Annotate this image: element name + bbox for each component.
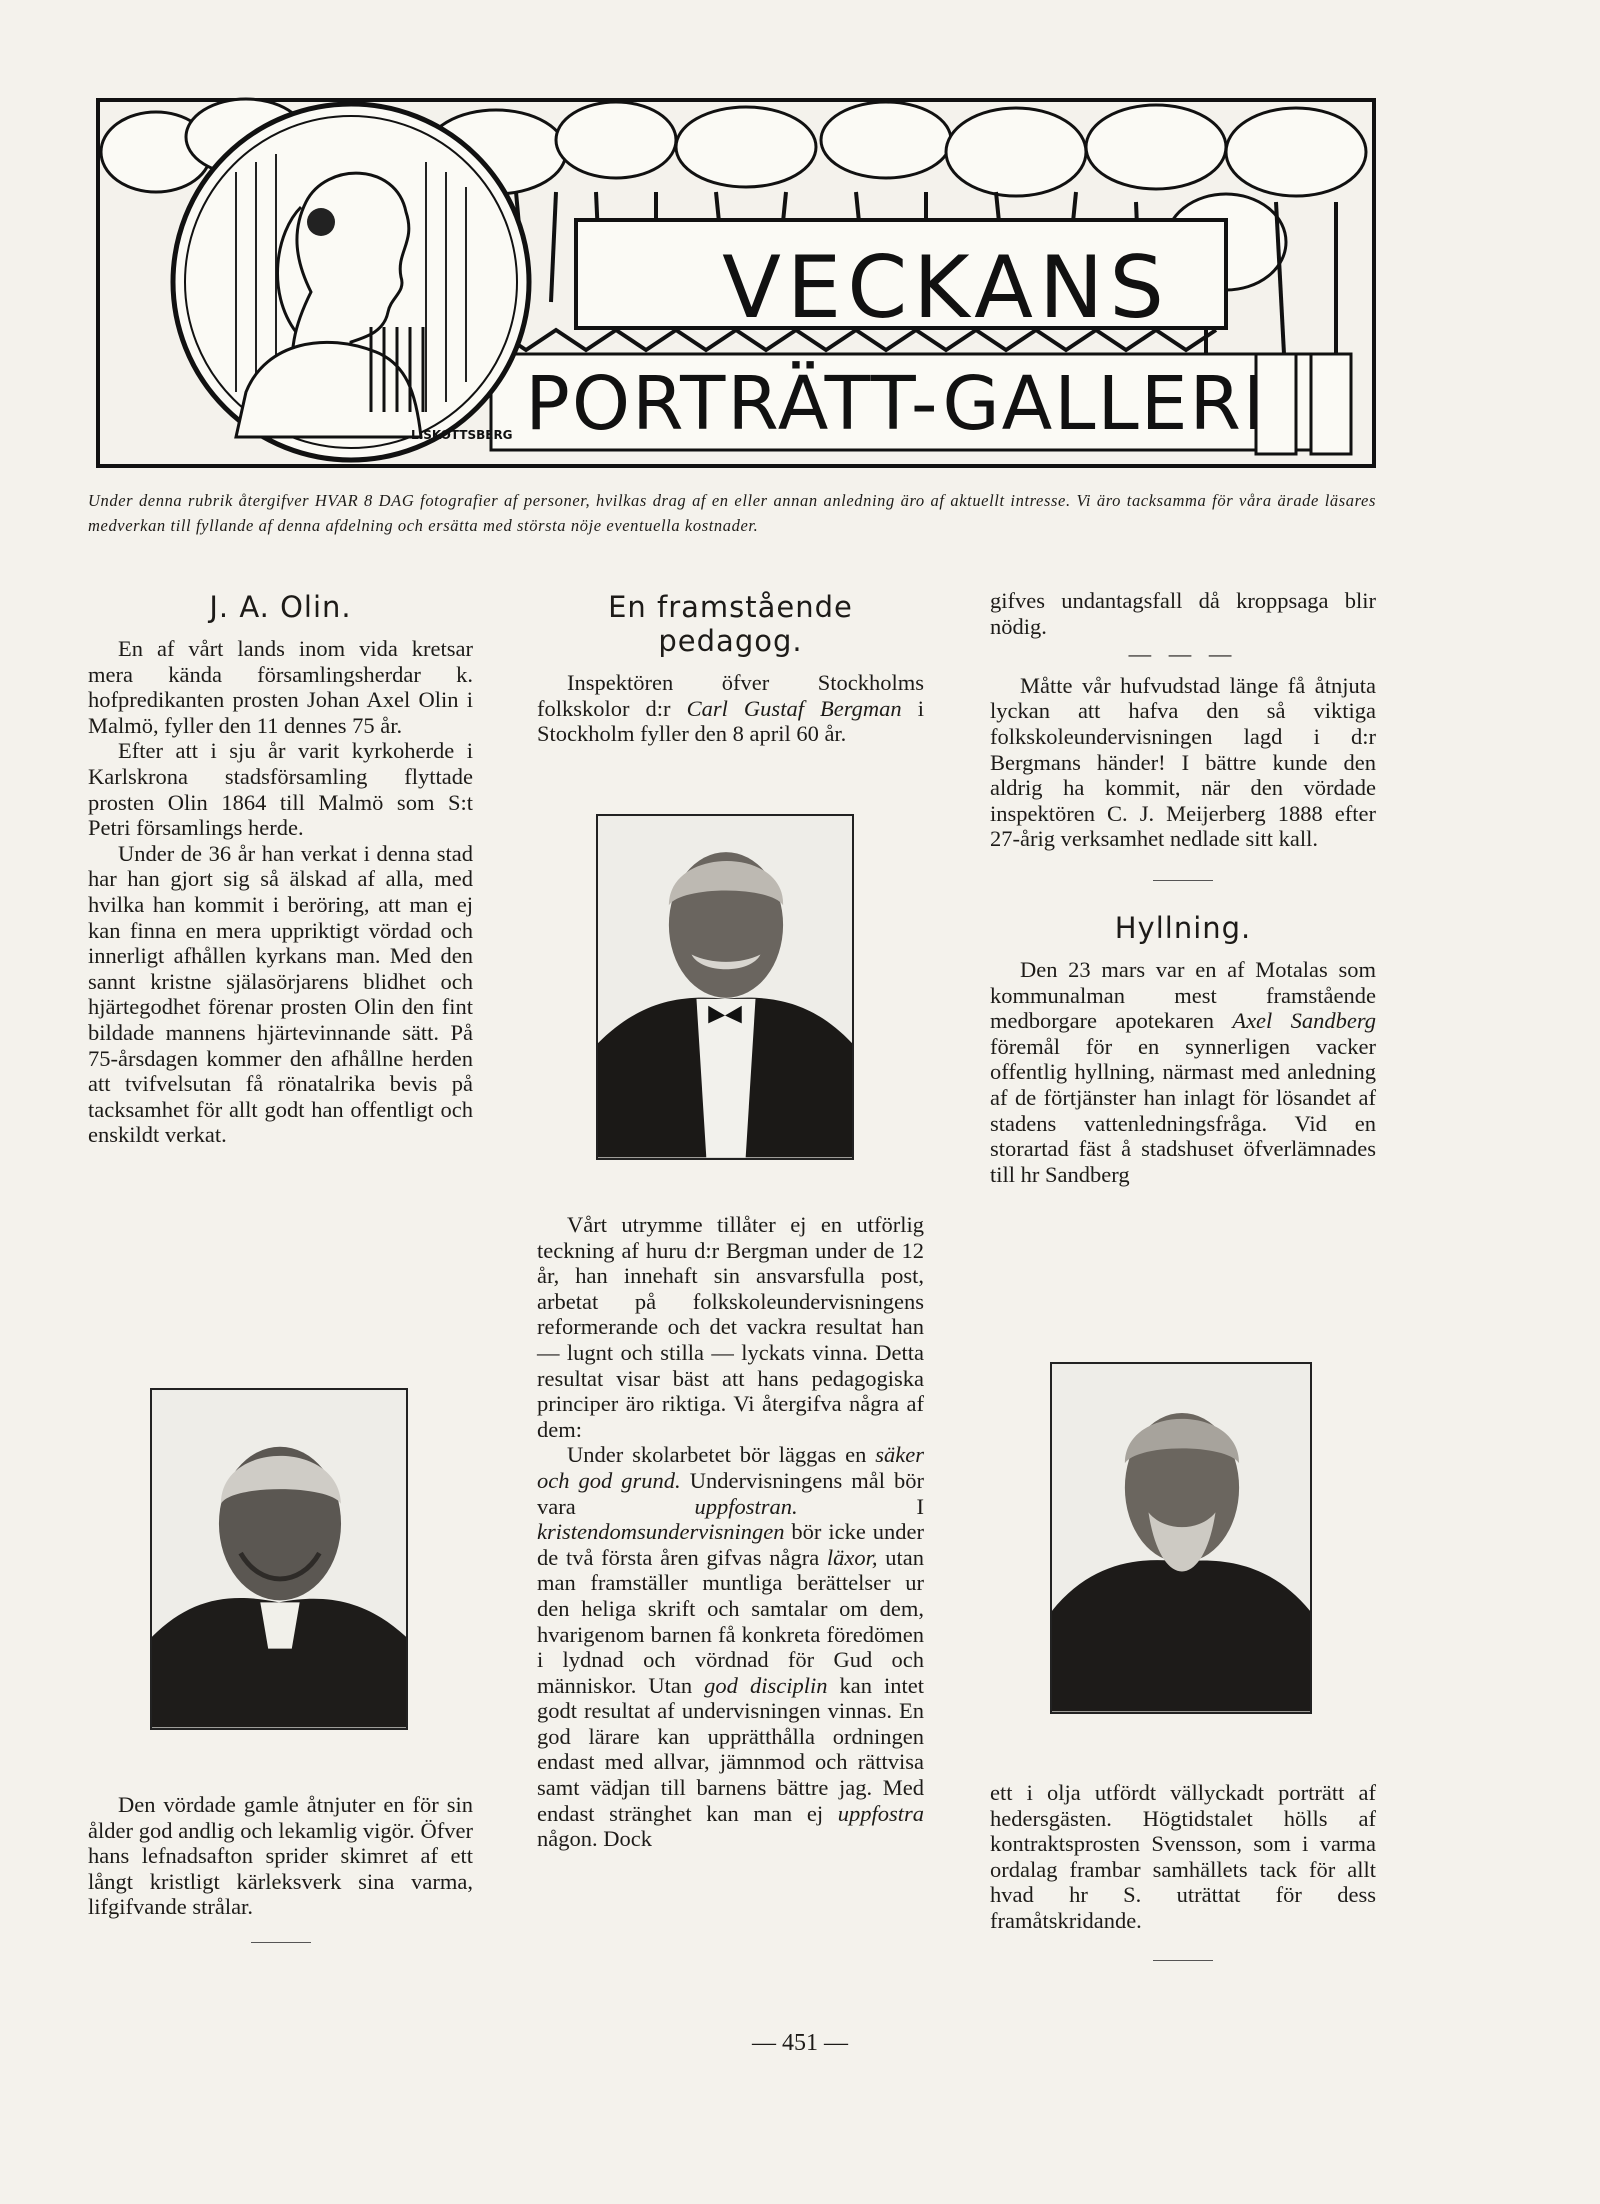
paragraph: gifves undantagsfall då kroppsaga blir nödig. [990,588,1376,639]
person-name: Axel Sandberg [1232,1008,1376,1034]
paragraph [537,1442,924,1852]
emphasis: kristendomsundervisningen [537,1519,785,1545]
text-run: Den 23 mars var en af Motalas som kommunalman mest framstående medborgare apotekaren [990,956,1376,1034]
masthead-title-line1: VECKANS [722,238,1170,338]
text-run: Under skolarbetet bör läggas en [567,1442,876,1468]
paragraph: Vårt utrymme tillåter ej en utförlig teckning af huru d:r Bergman under de 12 år, han innehaft sin ansvarsfulla post, arbetat på folkskoleundervisningens reformerande och det vackra resultat han — lugnt och stilla — lyckats vinna. Detta resultat visar bäst att hans pedagogiska principer äro riktiga. Vi återgifva några af dem: [537,1212,924,1442]
emphasis: god disciplin [704,1672,828,1698]
article-heading-hyllning: Hyllning. [1114,910,1252,945]
portrait-sandberg-image [1052,1364,1310,1712]
portrait-olin-image [152,1390,406,1728]
column-1 [88,590,473,1148]
section-intro: Under denna rubrik återgifver HVAR 8 DAG fotografier af personer, hvilkas drag af en eller annan anledning äro af aktuellt intresse. Vi äro tacksamma för våra ärade läsares medverkan till fyllande af denna afdelning och ersätta med största nöje eventuella kostnader. [88,491,1376,535]
section-divider [1153,1960,1213,1961]
text-run: Undervisningens mål bör vara [537,1467,924,1519]
artist-signature: L.SKOTTSBERG [411,428,513,442]
column-1-continued [88,1792,473,1943]
column-2-continued [537,1212,924,1852]
portrait-photo-bergman [596,814,854,1160]
section-divider [251,1942,311,1943]
column-2 [537,590,924,747]
text-run: i Stockholm fyller den 8 april 60 år. [537,695,924,747]
portrait-bergman-image [598,816,852,1158]
paragraph [990,957,1376,1187]
paragraph: Den vördade gamle åtnjuter en för sin ålder god andlig och lekamlig vigör. Öfver hans lefnadsafton sprider skimret af ett långt kristligt kärleksverk sina varma, lifgifvande strålar. [88,1792,473,1920]
emphasis: uppfostran. [694,1493,798,1519]
text-run: Inspektören öfver Stockholms folkskolor d:r [537,670,924,721]
page-number: — 451 — [752,2030,848,2056]
text-run: någon. Dock [537,1826,652,1852]
emphasis: läxor, [826,1544,878,1570]
text-run: utan man framställer muntliga berättelser ur den heliga skrift och samtalar om dem, hvarigenom barnen få konkreta föredömen i lydnad och vördnad för Gud och människor. Utan [537,1544,924,1698]
paragraph: Under de 36 år han verkat i denna stad har han gjort sig så älskad af alla, med hvilka han kommit i beröring, att man ej kan finna en mera uppriktigt vördad och innerligt afhållen kyrkans man. Med den sannt kristne själasörjarens blidhet och hjärtegodhet förenar prosten Olin den fint bildade mannens hjärtevinnande sätt. På 75-årsdagen kommer den afhållne herden att tvifvelsutan få rönatalrika bevis på tacksamhet för allt godt han offentligt och enskildt verkat. [88,840,473,1148]
text-run: bör icke under de två första åren gifvas några [537,1519,924,1570]
text-run: föremål för en synnerligen vacker offentlig hyllning, närmast med anledning af de förtjänster han inlagt för lösandet af stadens vattenledningsfråga. Vid en storartad fäst å stadshuset öfverlämnades till hr Sandberg [990,1033,1376,1187]
portrait-photo-sandberg [1050,1362,1312,1714]
portrait-photo-olin [150,1388,408,1730]
paragraph: Efter att i sju år varit kyrkoherde i Karlskrona stadsförsamling flyttade prosten Olin 1864 till Malmö som S:t Petri församlings herde. [88,738,473,841]
column-3-continued [990,1780,1376,1961]
column-3 [990,588,1376,1187]
emphasis: säker och god grund. [537,1442,924,1493]
paragraph: ett i olja utfördt vällyckadt porträtt af hedersgästen. Högtidstalet hölls af kontraktsprosten Svensson, som i varma ordalag frambar samhällets tack för allt hvad hr S. uträttat för dess framåtskridande. [990,1780,1376,1933]
person-name: Carl Gustaf Bergman [686,695,902,721]
text-run: kan intet godt resultat af undervisningen vinnas. En god lärare kan upprätthålla ordningen endast med allvar, jämnmod och rättvisa samt vädjan till barnens bättre jag. Med endast stränghet kan man ej [537,1672,924,1826]
paragraph [537,670,924,747]
emphasis: uppfostra [837,1800,924,1826]
masthead [96,92,1376,472]
text-run: I [797,1493,925,1519]
paragraph: Måtte vår hufvudstad länge få åtnjuta lyckan att hafva den så viktiga folkskoleundervisningen lagd i d:r Bergmans händer! I bättre kunde den aldrig ha kommit, när den vördade inspektören C. J. Meijerberg 1888 efter 27-årig verksamhet nedlade sitt kall. [990,672,1376,852]
article-heading-olin: J. A. Olin. [209,590,352,624]
section-dashes: — — — [1128,641,1238,667]
article-heading-pedagog: En framstående pedagog. [608,590,853,658]
masthead-title-line2: PORTRÄTT-GALLERI [525,361,1267,447]
paragraph: En af vårt lands inom vida kretsar mera kända församlingsherdar k. hofpredikanten prosten Johan Axel Olin i Malmö, fyller den 11 dennes 75 år. [88,636,473,738]
